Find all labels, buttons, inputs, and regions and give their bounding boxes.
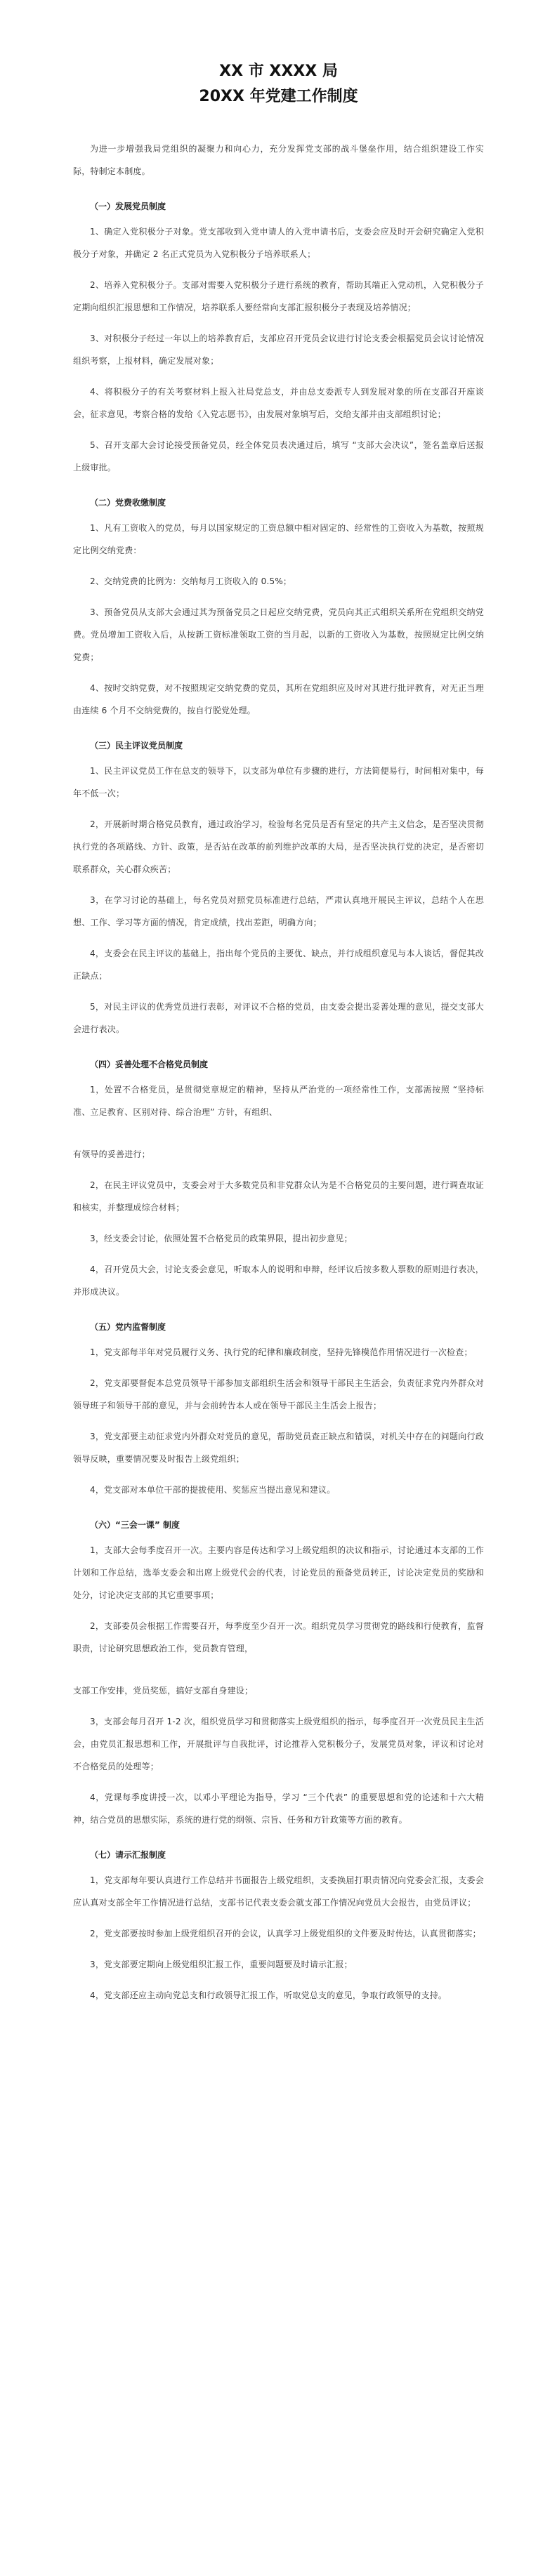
watermark-mark [391, 2079, 426, 2110]
section-paragraph: 3，党支部要定期向上级党组织汇报工作，重要问题要及时请示汇报； [90, 1960, 353, 1969]
watermark-mark [25, 211, 61, 242]
watermark-mark [25, 703, 61, 734]
section-heading: （五）党内监督制度 [90, 1322, 166, 1332]
watermark-mark [25, 801, 61, 832]
section-paragraph: 4，党课每季度讲授一次，以邓小平理论为指导，学习 “三个代表” 的重要思想和党的论述和十六大精神，结合党员的思想实际，系统的进行党的纲领、宗旨、任务和方针政策等方面的教育。 [73, 1792, 484, 1825]
watermark-mark [25, 408, 61, 439]
section-paragraph: 3、对积极分子经过一年以上的培养教育后，支部应召开党员会议进行讨论支委会根据党员会议讨论情况组织考察，上报材料，确定发展对象； [73, 333, 484, 366]
watermark-mark [25, 1882, 61, 1913]
watermark-mark [25, 2177, 61, 2208]
watermark-mark [208, 2374, 244, 2405]
watermark-mark [25, 1194, 61, 1225]
document-title-line2: 20XX 年党建工作制度 [199, 88, 358, 105]
section-paragraph: 4，党支部还应主动向党总支和行政领导汇报工作，听取党总支的意见，争取行政领导的支持。 [90, 1990, 447, 2000]
section-paragraph: 有领导的妥善进行； [73, 1149, 150, 1159]
section-heading: （六）“三会一课” 制度 [90, 1520, 180, 1530]
section-paragraph: 3，经支委会讨论，依照处置不合格党员的政策界限，提出初步意见； [90, 1234, 353, 1243]
watermark-mark [208, 2472, 244, 2503]
watermark-mark [391, 2374, 426, 2405]
section-paragraph: 2，党支部要督促本总党员领导干部参加支部组织生活会和领导干部民主生活会，负责征求党内外群众对领导班子和领导干部的意见，并与会前转告本人或在领导干部民主生活会上报告； [73, 1378, 484, 1411]
watermark-mark [25, 1981, 61, 2012]
section-paragraph: 2，开展新时期合格党员教育，通过政治学习，检验每名党员是否有坚定的共产主义信念，是否坚决贯彻执行党的各项路线、方针、政策，是否站在改革的前列维护改革的大局，是否坚决执行党的决定，是否密切联系群众，关心群众疾苦； [73, 819, 484, 874]
section-paragraph: 4，党支部对本单位干部的提拔使用、奖惩应当提出意见和建议。 [90, 1485, 336, 1495]
section-paragraph: 1、民主评议党员工作在总支的领导下，以支部为单位有步骤的进行，方法简便易行，时间相对集中，每年不低一次； [73, 766, 484, 798]
section-paragraph: 3，党支部要主动征求党内外群众对党员的意见，帮助党员查正缺点和错误，对机关中存在的问题向行政领导反映，重要情况要及时报告上级党组织； [73, 1432, 484, 1464]
section-heading: （二）党费收缴制度 [90, 498, 166, 508]
watermark-mark [25, 998, 61, 1029]
watermark-mark [391, 15, 426, 46]
section-paragraph: 2，党支部要按时参加上级党组织召开的会议，认真学习上级党组织的文件要及时传达，认真贯彻落实； [90, 1929, 481, 1938]
section-paragraph: 3、预备党员从支部大会通过其为预备党员之日起应交纳党费，党员向其正式组织关系所在党组织交纳党费。党员增加工资收入后，从按新工资标准领取工资的当月起，以新的工资收入为基数，按照规定比例交纳党费； [73, 607, 484, 662]
section-paragraph: 1，党支部每年要认真进行工作总结并书面报告上级党组织，支委换届打职责情况向党委会汇报，支委会应认真对支部全年工作情况进行总结，支部书记代表支委会就支部工作情况向党员大会报告，由党员评议； [73, 1875, 484, 1908]
section-paragraph: 5，对民主评议的优秀党员进行表彰，对评议不合格的党员，由支委会提出妥善处理的意见，提交支部大会进行表决。 [73, 1002, 484, 1034]
watermark-mark [25, 2276, 61, 2306]
watermark-mark [391, 2276, 426, 2306]
watermark-mark [25, 899, 61, 930]
section-heading: （一）发展党员制度 [90, 202, 166, 211]
section-paragraph: 1，处置不合格党员，是贯彻党章规定的精神，坚持从严治党的一项经常性工作，支部需按照 “坚持标准、立足教育、区别对待、综合治理” 方针，有组织、 [73, 1085, 484, 1117]
section-paragraph: 1，党支部每半年对党员履行义务、执行党的纪律和廉政制度，坚持先锋模范作用情况进行一次检查； [90, 1347, 473, 1357]
section-heading: （四）妥善处理不合格党员制度 [90, 1059, 209, 1069]
watermark-mark [25, 1784, 61, 1815]
section-paragraph: 5、召开支部大会讨论接受预备党员，经全体党员表决通过后，填写 “支部大会决议”，签名盖章后送报上级审批。 [73, 440, 484, 473]
watermark-mark [391, 2472, 426, 2503]
watermark-mark [208, 2276, 244, 2306]
section-heading: （三）民主评议党员制度 [90, 741, 183, 751]
section-paragraph: 2，支部委员会根据工作需要召开，每季度至少召开一次。组织党员学习贯彻党的路线和行使教育，监督职责，讨论研究思想政治工作，党员教育管理， [73, 1621, 484, 1653]
watermark-mark [25, 310, 61, 341]
section-paragraph: 4、按时交纳党费，对不按照规定交纳党费的党员，其所在党组织应及时对其进行批评教育，对无正当理由连续 6 个月不交纳党费的，按自行脱党处理。 [73, 683, 484, 715]
section-paragraph: 2、交纳党费的比例为：交纳每月工资收入的 0.5%； [90, 576, 292, 586]
section-paragraph: 3，在学习讨论的基础上，每名党员对照党员标准进行总结，严肃认真地开展民主评议，总结个人在思想、工作、学习等方面的情况，肯定成绩，找出差距，明确方向； [73, 895, 484, 927]
section-paragraph: 4、将积极分子的有关考察材料上报入社局党总支，并由总支委派专人到发展对象的所在支部召开座谈会，征求意见，考察合格的发给《入党志愿书》，由发展对象填写后，交给支部并由支部组织讨论； [73, 387, 484, 419]
section-heading: （七）请示汇报制度 [90, 1850, 166, 1860]
watermark-mark [25, 2079, 61, 2110]
watermark-mark [25, 2472, 61, 2503]
section-paragraph: 1、确定入党积极分子对象。党支部收到入党申请人的入党申请书后，支委会应及时开会研究确定入党积极分子对象，并确定 2 名正式党员为入党积极分子培养联系人； [73, 227, 484, 259]
section-paragraph: 4，召开党员大会，讨论支委会意见，听取本人的说明和申辩，经评议后按多数人票数的原则进行表决，并形成决议。 [73, 1264, 484, 1297]
section-paragraph: 2，在民主评议党员中，支委会对于大多数党员和非党群众认为是不合格党员的主要问题，进行调查取证和核实，并整理成综合材料； [73, 1180, 484, 1213]
section-paragraph: 1，支部大会每季度召开一次。主要内容是传达和学习上级党组织的决议和指示，讨论通过本支部的工作计划和工作总结，选举支委会和出席上级党代会的代表，讨论党员的预备党员转正，讨论决定党员的奖励和处分，讨论决定支部的其它重要事项； [73, 1545, 484, 1600]
watermark-mark [25, 1489, 61, 1520]
watermark-mark [25, 15, 61, 46]
section-paragraph: 2、培养入党积极分子。支部对需要入党积极分子进行系统的教育，帮助其端正入党动机，入党积极分子定期向组织汇报思想和工作情况，培养联系人要经常向支部汇报积极分子表现及培养情况； [73, 280, 484, 312]
watermark-mark [25, 1293, 61, 1323]
watermark-mark [208, 2079, 244, 2110]
section-paragraph: 3，支部会每月召开 1-2 次，组织党员学习和贯彻落实上级党组织的指示，每季度召开一次党员民主生活会，由党员汇报思想和工作，开展批评与自我批评，讨论推荐入党积极分子，发展党员对象，评议和讨论对不合格党员的处理等； [73, 1717, 484, 1771]
section-paragraph: 4，支委会在民主评议的基础上，指出每个党员的主要优、缺点，并行成组织意见与本人谈话，督促其改正缺点； [73, 949, 484, 981]
watermark-mark [208, 2177, 244, 2208]
document-title-line1: XX 市 XXXX 局 [219, 62, 338, 80]
watermark-mark [25, 1686, 61, 1717]
section-paragraph: 1、凡有工资收入的党员，每月以国家规定的工资总额中相对固定的、经常性的工资收入为基数，按照规定比例交纳党费： [73, 523, 484, 555]
watermark-mark [208, 15, 244, 46]
watermark-mark [25, 605, 61, 635]
watermark-mark [25, 1096, 61, 1127]
watermark-mark [25, 1391, 61, 1422]
watermark-mark [25, 506, 61, 537]
section-paragraph: 支部工作安排，党员奖惩，搞好支部自身建设； [73, 1686, 254, 1696]
watermark-mark [25, 2374, 61, 2405]
watermark-mark [25, 1587, 61, 1618]
watermark-mark [25, 113, 61, 144]
intro-paragraph: 为进一步增强我局党组织的凝聚力和向心力，充分发挥党支部的战斗堡垒作用，结合组织建设工作实际，特制定本制度。 [73, 144, 484, 176]
watermark-mark [391, 2177, 426, 2208]
